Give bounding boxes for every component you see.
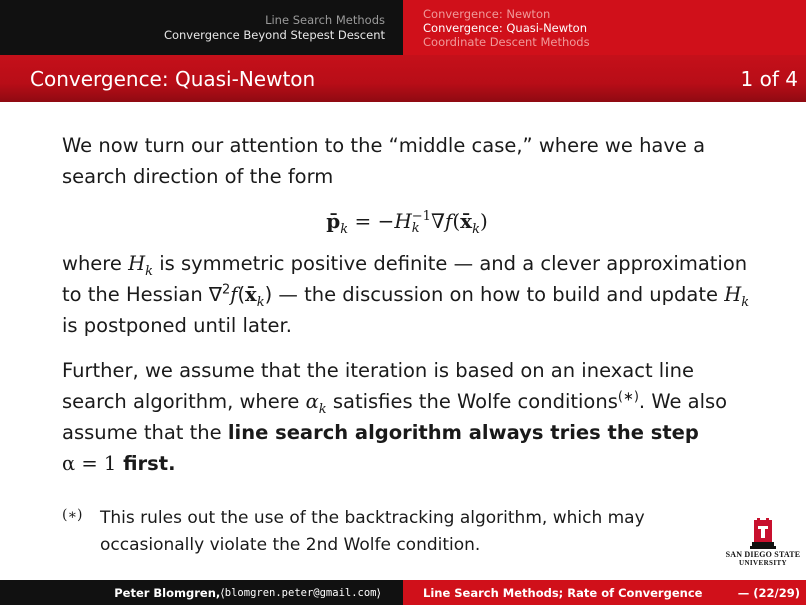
- nav-item-newton[interactable]: Convergence: Newton: [423, 6, 551, 21]
- eq-H: H: [394, 209, 412, 233]
- footer-title: Line Search Methods; Rate of Convergence: [423, 585, 703, 600]
- logo-line-1: SAN DIEGO STATE: [725, 550, 801, 559]
- p3-text-2: satisfies the Wolfe conditions: [326, 390, 618, 413]
- p3-wolfe-mark: (∗): [617, 389, 639, 405]
- footer-email-open: ⟨: [220, 585, 225, 600]
- p2-x-sub: k: [256, 294, 265, 310]
- eq-f: f: [444, 209, 453, 233]
- p3-alpha-sub: k: [318, 401, 327, 417]
- p2-text-3: — the discussion on how to build and update: [272, 283, 725, 306]
- sdsu-logo: [722, 518, 804, 576]
- paragraph-line-search: [62, 355, 752, 479]
- p2-x: x̄: [245, 283, 257, 306]
- p2-text-4: is postponed until later.: [62, 314, 292, 337]
- footer-bar: [0, 580, 806, 605]
- university-crest-icon: [750, 518, 776, 550]
- paragraph-intro: We now turn our attention to the “middle case,” where we have a search direction of the form: [62, 134, 706, 188]
- p2-text-1: where: [62, 252, 129, 275]
- footer-author: [0, 580, 403, 605]
- p2-text-2: is symmetric positive definite — and a clever approximation to the Hessian: [62, 252, 748, 306]
- p3-text-3: . We also assume that the: [62, 390, 728, 444]
- p2-close: ): [264, 283, 273, 306]
- section-nav: [0, 0, 403, 55]
- footer-email[interactable]: blomgren.peter@gmail.com: [224, 586, 377, 599]
- p2-hess: ∇: [208, 283, 222, 306]
- eq-equals: = −: [348, 209, 395, 233]
- p2-H-sub: k: [145, 263, 153, 279]
- eq-open: (: [452, 209, 461, 233]
- p2-open: (: [237, 283, 246, 306]
- p3-alpha-eq: α = 1: [62, 452, 117, 475]
- frame-pager: 1 of 4: [740, 66, 798, 91]
- logo-line-2: UNIVERSITY: [739, 559, 787, 567]
- eq-grad: ∇: [430, 209, 445, 233]
- p2-hess-sup: 2: [221, 282, 231, 298]
- footnote-text: This rules out the use of the backtracking algorithm, which may occasionally violate the 2nd Wolfe condition.: [100, 508, 645, 555]
- footer-page: — (22/29): [737, 585, 800, 600]
- nav-section-line-search[interactable]: Line Search Methods: [265, 12, 385, 27]
- footnote-mark: (∗): [62, 507, 83, 523]
- paragraph-hessian: [62, 248, 752, 341]
- slide-content: [62, 130, 752, 479]
- eq-x-sub: k: [472, 222, 480, 237]
- footer-info: [403, 580, 806, 605]
- p3-alpha: α: [305, 390, 319, 413]
- search-direction-equation: [62, 204, 752, 238]
- eq-x: x̄: [460, 209, 473, 233]
- nav-item-coordinate-descent[interactable]: Coordinate Descent Methods: [423, 34, 590, 49]
- frame-title-bar: [0, 55, 806, 102]
- eq-p-sub: k: [340, 222, 349, 237]
- p3-bold-2: first.: [116, 452, 176, 475]
- footer-email-close: ⟩: [376, 585, 381, 600]
- p2-H2-sub: k: [741, 294, 750, 310]
- p2-f: f: [230, 283, 238, 306]
- eq-close: ): [479, 209, 488, 233]
- eq-H-sup: −1: [411, 208, 431, 224]
- p2-H2: H: [724, 283, 742, 306]
- footnote: [62, 505, 752, 559]
- p3-bold-1: line search algorithm always tries the step: [227, 421, 699, 444]
- nav-item-quasi-newton[interactable]: Convergence: Quasi-Newton: [423, 20, 587, 35]
- eq-H-sub: k: [411, 220, 420, 236]
- p2-H: H: [128, 252, 146, 275]
- top-navigation: [0, 0, 806, 55]
- p3-text-1: Further, we assume that the iteration is based on an inexact line search algorithm, where: [62, 359, 694, 413]
- footer-author-name: Peter Blomgren,: [114, 585, 221, 600]
- eq-p: p̄: [326, 209, 341, 233]
- frame-title: Convergence: Quasi-Newton: [30, 66, 316, 91]
- nav-subsection-convergence[interactable]: Convergence Beyond Stepest Descent: [163, 27, 385, 42]
- frame-nav: [403, 0, 806, 55]
